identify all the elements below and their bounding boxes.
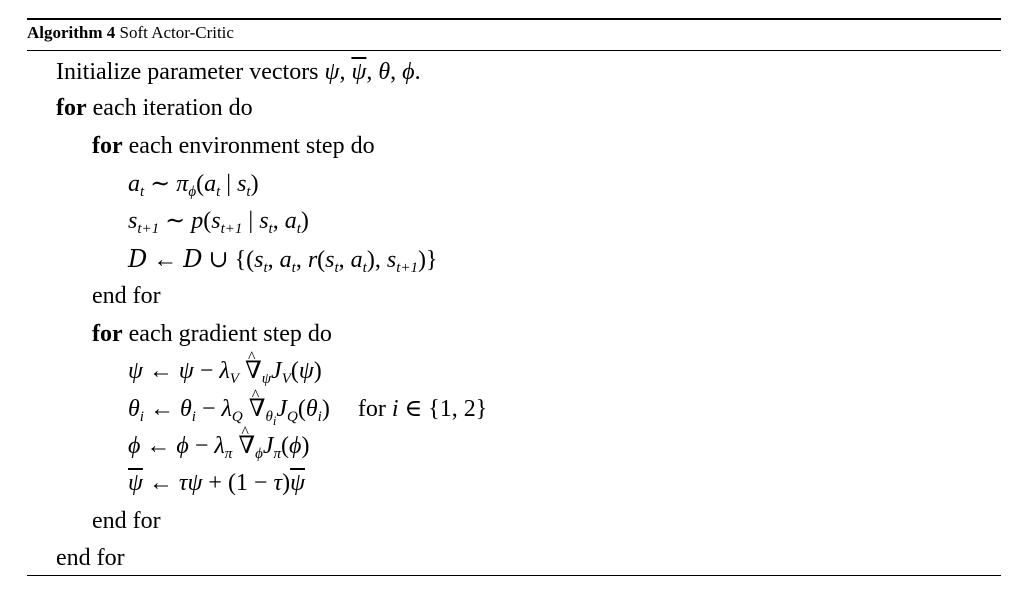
line-text: Initialize parameter vectors ψ, $\overline{\psi}$, θ, ϕ.: [56, 59, 421, 85]
algorithm-label: Algorithm 4: [27, 23, 116, 42]
line-text: each gradient step do: [128, 321, 332, 347]
algorithm-line-transition: $s_{t+1}$ ∼ $p(s_{t+1}$ | $s_t$, $a_t$): [128, 208, 309, 237]
top-rule: [27, 18, 1001, 20]
bottom-rule: [27, 575, 1001, 576]
caption-rule: [27, 50, 1001, 51]
line-text: end for: [92, 283, 161, 309]
algorithm-line-q-update: $\theta_i$ ← $\theta_i - \lambda_Q$ ^ $\nabla_{\theta_i}J_Q(\theta_i)$ for i ∈ {1, 2}: [128, 395, 487, 435]
keyword-for: for: [56, 95, 87, 121]
algorithm-line-grad-loop: [92, 320, 332, 348]
algorithm-line-end-outer-loop: [56, 544, 125, 572]
algorithm-line-env-loop: [92, 132, 375, 160]
algorithm-line-end-grad-loop: [92, 507, 161, 535]
algorithm-line-replay-buffer: D ← D ∪ {($s_t$, $a_t$, $r(s_t$, $a_t$), $s_{t+1}$)}: [128, 245, 438, 276]
algorithm-title: Soft Actor-Critic: [119, 23, 234, 42]
algorithm-caption: [27, 23, 234, 43]
algorithm-line-outer-loop: [56, 94, 253, 122]
algorithm-line-end-env-loop: [92, 282, 161, 310]
line-text: end for: [56, 545, 125, 571]
line-text: end for: [92, 508, 161, 534]
algorithm-line-policy-update: ϕ ← $\phi - \lambda_\pi$ ^ $\nabla_\phi J_\pi(\phi)$: [128, 432, 309, 468]
algorithm-line-sample-action: $a_t$ ∼ $\pi_\phi(a_t$ | $s_t$): [128, 171, 259, 200]
line-text: each iteration do: [92, 95, 253, 121]
algorithm-line-initialize: [56, 58, 421, 86]
line-text: each environment step do: [128, 133, 375, 159]
keyword-for: for: [92, 321, 123, 347]
algorithm-line-target-update: $\overline{\psi}$ ← $\tau\psi + (1 - \tau)\overline{\psi}$: [128, 470, 305, 496]
keyword-for: for: [92, 133, 123, 159]
algorithm-line-value-update: ψ ← $\psi - \lambda_V$ ^ $\nabla_\psi J_V(\psi)$: [128, 357, 322, 393]
